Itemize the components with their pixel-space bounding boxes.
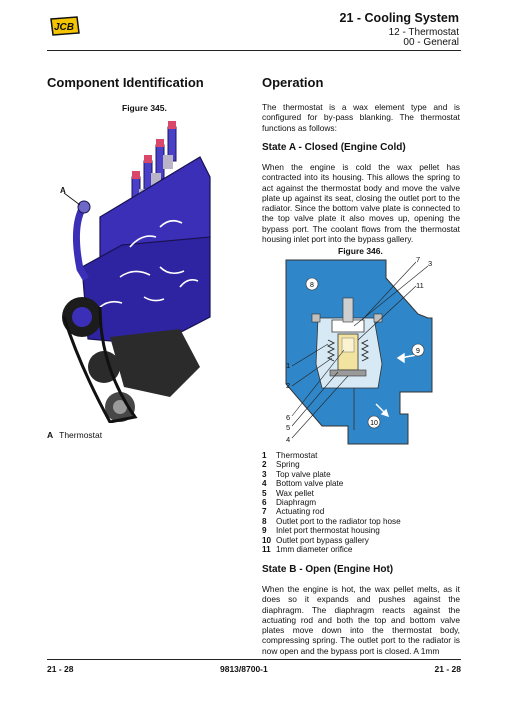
legend-text: Wax pellet — [276, 488, 314, 498]
thermostat-caption — [47, 430, 102, 440]
legend-item — [262, 536, 460, 545]
state-b-body — [262, 584, 460, 656]
operation-intro — [262, 102, 460, 133]
legend-item — [262, 545, 460, 554]
section-subtitle: 12 - Thermostat — [388, 27, 459, 38]
diagram-label-9: 9 — [416, 348, 420, 355]
diagram-label-3: 3 — [428, 259, 433, 268]
footer-rule — [47, 659, 461, 660]
diagram-label-6: 6 — [286, 413, 291, 422]
legend-text: 1mm diameter orifice — [276, 545, 353, 555]
page-number-left: 21 - 28 — [47, 664, 74, 674]
document-number: 9813/8700-1 — [220, 664, 268, 674]
legend-item — [262, 460, 460, 469]
state-b-heading: State B - Open (Engine Hot) — [262, 564, 394, 575]
logo-text: JCB — [53, 22, 75, 33]
legend-item — [262, 451, 460, 460]
legend-item — [262, 479, 460, 488]
state-b-text: When the engine is hot, the wax pellet melts, as it does so it expands and pushes against the diaphragm. The diaphragm reacts against the actuating rod and both the top and bottom valve plates move down into the thermostat body, compressing spring. The outlet port to the radiator is now open and the bypass port is closed. A 1mm — [262, 584, 460, 656]
diagram-label-4: 4 — [286, 435, 291, 444]
legend-item — [262, 470, 460, 479]
legend-num: 8 — [262, 516, 267, 526]
legend-num: 10 — [262, 535, 272, 545]
legend-text: Outlet port to the radiator top hose — [276, 516, 401, 526]
legend-text: Diaphragm — [276, 498, 317, 508]
legend-item — [262, 526, 460, 535]
legend-item — [262, 489, 460, 498]
legend-text: Outlet port bypass gallery — [276, 535, 369, 545]
legend-text: Top valve plate — [276, 469, 331, 479]
callout-a: A — [60, 186, 66, 195]
component-identification-heading: Component Identification — [47, 75, 204, 90]
diagram-label-11: 11 — [416, 281, 424, 290]
diagram-label-5: 5 — [286, 423, 291, 432]
diagram-label-10: 10 — [370, 420, 378, 427]
legend-num: 11 — [262, 545, 271, 555]
operation-heading: Operation — [262, 75, 324, 90]
legend-num: 4 — [262, 479, 267, 489]
diagram-label-7: 7 — [416, 255, 421, 264]
state-a-text: When the engine is cold the wax pellet has contracted into its housing. This allows the spring to act against the thermostat body and move the valve plate up against its seat, closing the outlet port to the radiator. Since the bottom valve plate is connected to the top valve plate it also moves up, opening the bypass port. The coolant flows from the thermostat housing inlet port into the bypass gallery. — [262, 162, 460, 245]
diagram-label-2: 2 — [286, 381, 291, 390]
section-title: 21 - Cooling System — [339, 11, 459, 25]
figure-346-caption: Figure 346. — [338, 246, 383, 256]
figure-345-caption: Figure 345. — [122, 103, 167, 113]
header-rule — [47, 50, 461, 51]
legend-text: Inlet port thermostat housing — [276, 526, 380, 536]
legend-num: 7 — [262, 507, 267, 517]
legend-text: Thermostat — [276, 451, 318, 460]
legend-text: Spring — [276, 460, 300, 470]
legend-text: Bottom valve plate — [276, 479, 344, 489]
legend-num: 6 — [262, 498, 267, 508]
section-subtitle-2: 00 - General — [403, 37, 459, 48]
legend-num: 3 — [262, 469, 267, 479]
legend-item — [262, 498, 460, 507]
thermostat-diagram — [282, 254, 440, 448]
legend-num: 9 — [262, 526, 267, 536]
diagram-label-8: 8 — [310, 282, 314, 289]
operation-intro-text: The thermostat is a wax element type and is configured for by-pass blanking. The thermostat functions as follows: — [262, 102, 460, 133]
page-number-right: 21 - 28 — [434, 664, 461, 674]
legend-text: Actuating rod — [276, 507, 325, 517]
diagram-label-1: 1 — [286, 361, 291, 370]
legend-num: 1 — [262, 451, 267, 460]
thermostat-label: Thermostat — [59, 430, 103, 440]
state-a-heading: State A - Closed (Engine Cold) — [262, 142, 406, 153]
legend-item — [262, 507, 460, 516]
legend-num: 5 — [262, 488, 267, 498]
state-a-body — [262, 162, 460, 244]
figure-346-legend — [262, 451, 460, 554]
engine-illustration — [60, 117, 220, 423]
legend-item — [262, 517, 460, 526]
thermostat-key: A — [47, 430, 54, 440]
jcb-logo — [47, 15, 81, 37]
legend-num: 2 — [262, 460, 267, 470]
